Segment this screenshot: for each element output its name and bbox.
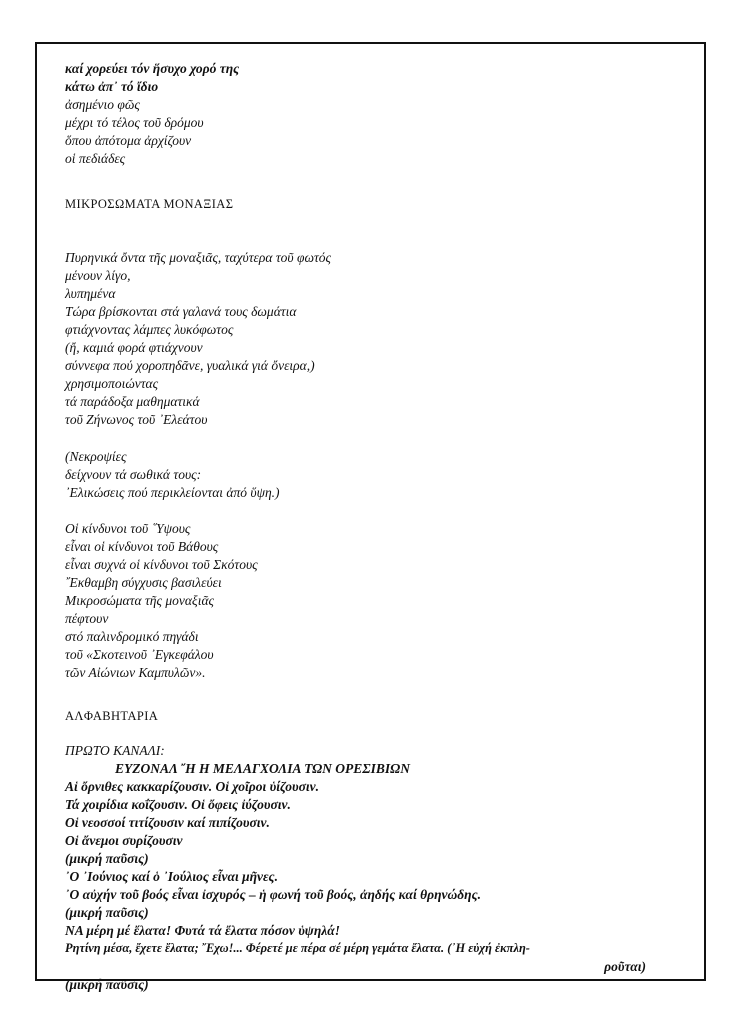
verse-line-continuation: ροῦται): [604, 959, 646, 974]
verse-line: σύννεφα πού χοροπηδᾶνε, γυαλικά γιά ὄνειρα,): [65, 358, 315, 373]
verse-line: χρησιμοποιώντας: [65, 376, 159, 391]
verse-line: τοῦ Ζήνωνος τοῦ ᾽Ελεάτου: [65, 412, 208, 427]
verse-line: φτιάχνοντας λάμπες λυκόφωτος: [65, 322, 234, 337]
verse-line: ἀσημένιο φῶς: [65, 97, 140, 112]
verse-line: οἱ πεδιάδες: [65, 151, 126, 166]
section-heading: ΑΛΦΑΒΗΤΑΡΙΑ: [65, 709, 159, 723]
verse-line: ΕΥΖΟΝΑΛ ῎Η Η ΜΕΛΑΓΧΟΛΙΑ ΤΩΝ ΟΡΕΣΙΒΙΩΝ: [115, 761, 410, 776]
verse-line: (μικρή παῦσις): [65, 851, 149, 866]
verse-line: (μικρή παῦσις): [65, 977, 149, 992]
verse-line: δείχνουν τά σωθικά τους:: [65, 467, 202, 482]
verse-line: τοῦ «Σκοτεινοῦ ᾽Εγκεφάλου: [65, 647, 214, 662]
verse-line: Οἱ κίνδυνοι τοῦ ῞Υψους: [65, 521, 191, 536]
verse-line: Πυρηνικά ὄντα τῆς μοναξιᾶς, ταχύτερα τοῦ φωτός: [65, 250, 332, 265]
verse-line: τῶν Αἰώνιων Καμπυλῶν».: [65, 665, 206, 680]
verse-line: (Νεκροψίες: [65, 449, 127, 464]
verse-line: Οἱ νεοσσοί τιτίζουσιν καί πιπίζουσιν.: [65, 815, 270, 830]
verse-line: εἶναι συχνά οἱ κίνδυνοι τοῦ Σκότους: [65, 557, 258, 572]
verse-line: ΠΡΩΤΟ ΚΑΝΑΛΙ:: [65, 743, 165, 758]
verse-line: ᾽Ελικώσεις πού περικλείονται ἀπό ὕψη.): [65, 485, 280, 500]
verse-line: καί χορεύει τόν ἥσυχο χορό της: [65, 61, 240, 76]
verse-line: ᾽Ο ᾽Ιούνιος καί ὁ ᾽Ιούλιος εἶναι μῆνες.: [65, 869, 278, 884]
verse-line: (ἤ, καμιά φορά φτιάχνουν: [65, 340, 203, 355]
verse-line: Μικροσώματα τῆς μοναξιᾶς: [65, 593, 215, 608]
verse-line: Ρητίνη μέσα, ἔχετε ἔλατα; ῎Εχω!... Φέρετέ με πέρα σέ μέρη γεμάτα ἔλατα. (᾽Η εὐχή ἐκπλη-: [65, 941, 530, 955]
section-heading: ΜΙΚΡΟΣΩΜΑΤΑ ΜΟΝΑΞΙΑΣ: [65, 197, 234, 211]
verse-line: τά παράδοξα μαθηματικά: [65, 394, 200, 409]
verse-line: ᾽Ο αὐχήν τοῦ βοός εἶναι ἰσχυρός – ἡ φωνή τοῦ βοός, ἀηδής καί θρηνώδης.: [65, 887, 481, 902]
verse-line: ῎Εκθαμβη σύγχυσις βασιλεύει: [65, 575, 222, 590]
verse-line: ὅπου ἀπότομα ἀρχίζουν: [65, 133, 192, 148]
verse-line: (μικρή παῦσις): [65, 905, 149, 920]
verse-line: κάτω ἀπ᾽ τό ἴδιο: [65, 79, 159, 94]
verse-line: Οἱ ἄνεμοι συρίζουσιν: [65, 833, 183, 848]
verse-line: Τά χοιρίδια κοΐζουσιν. Οἱ ὄφεις ἰύζουσιν.: [65, 797, 291, 812]
verse-line: στό παλινδρομικό πηγάδι: [65, 629, 199, 644]
verse-line: μέχρι τό τέλος τοῦ δρόμου: [65, 115, 204, 130]
verse-line: εἶναι οἱ κίνδυνοι τοῦ Βάθους: [65, 539, 219, 554]
verse-line: μένουν λίγο,: [65, 268, 131, 283]
verse-line: πέφτουν: [65, 611, 109, 626]
verse-line: ΝΑ μέρη μέ ἔλατα! Φυτά τά ἔλατα πόσον ὑψηλά!: [65, 923, 340, 938]
verse-line: Τώρα βρίσκονται στά γαλανά τους δωμάτια: [65, 304, 297, 319]
verse-line: Αἱ ὄρνιθες κακκαρίζουσιν. Οἱ χοῖροι ὑίζουσιν.: [65, 779, 319, 794]
verse-line: λυπημένα: [65, 286, 116, 301]
